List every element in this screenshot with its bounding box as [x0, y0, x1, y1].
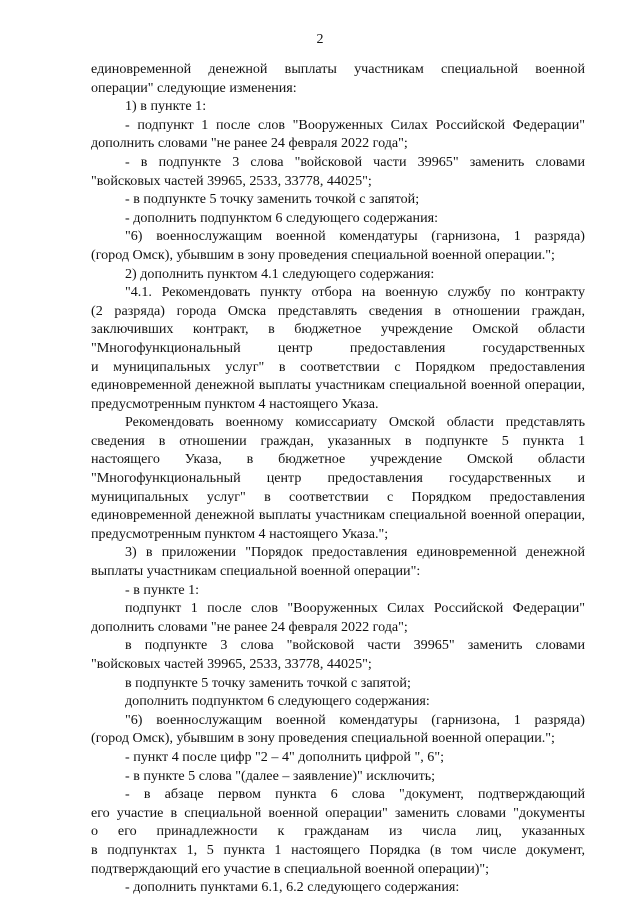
text-line: - подпункт 1 после слов "Вооруженных Силах Российской Федерации" — [125, 116, 585, 133]
page-number: 2 — [316, 32, 324, 47]
text-line: в подпунктах 1, 5 пункта 1 настоящего Порядка (в том числе документ, — [91, 841, 585, 858]
text-line: заключивших контракт, в бюджетное учреждение Омской области — [91, 321, 585, 338]
text-line: его участие в специальной военной операции" заменить словами "документы — [91, 804, 585, 821]
text-line: единовременной денежной выплаты участникам специальной военной — [91, 61, 585, 77]
text-line: (город Омск), убывшим в зону проведения специальной военной операции."; — [91, 246, 555, 263]
text-line: - пункт 4 после цифр "2 – 4" дополнить цифрой ", 6"; — [125, 748, 445, 765]
text-line: в подпункте 5 точку заменить точкой с запятой; — [125, 674, 411, 691]
text-line: дополнить словами "не ранее 24 февраля 2022 года"; — [91, 135, 408, 152]
text-line: "Многофункциональный центр предоставления государственных и — [91, 470, 585, 487]
text-line: (2 разряда) города Омска представлять сведения в отношении граждан, — [91, 302, 585, 319]
text-line: сведения в отношении граждан, указанных в подпункте 5 пункта 1 — [91, 432, 585, 449]
text-line: 2) дополнить пунктом 4.1 следующего содержания: — [125, 265, 435, 282]
text-line: подтверждающий его участие в специальной военной операции)"; — [91, 860, 490, 877]
document-body — [91, 60, 585, 897]
text-line: "4.1. Рекомендовать пункту отбора на военную службу по контракту — [125, 284, 585, 301]
text-line: "войсковых частей 39965, 2533, 33778, 44025"; — [91, 656, 372, 672]
text-line: "6) военнослужащим военной комендатуры (гарнизона, 1 разряда) — [125, 228, 585, 245]
text-line: 1) в пункте 1: — [125, 98, 207, 115]
text-line: дополнить подпунктом 6 следующего содержания: — [125, 693, 430, 710]
text-line: - дополнить пунктами 6.1, 6.2 следующего содержания: — [125, 879, 460, 896]
text-line: единовременной денежной выплаты участникам специальной военной операции, — [91, 507, 585, 524]
text-line: в подпункте 3 слова "войсковой части 39965" заменить словами — [125, 637, 585, 654]
text-line: 3) в приложении "Порядок предоставления единовременной денежной — [125, 544, 585, 561]
text-line: - в подпункте 5 точку заменить точкой с запятой; — [125, 191, 420, 208]
text-line: "Многофункциональный центр предоставления государственных — [91, 339, 585, 356]
text-line: предусмотренным пунктом 4 настоящего Указа."; — [91, 525, 389, 542]
text-line: - в пункте 5 слова "(далее – заявление)" исключить; — [125, 767, 436, 784]
text-line: дополнить словами "не ранее 24 февраля 2022 года"; — [91, 618, 408, 635]
text-line: - дополнить подпунктом 6 следующего содержания: — [125, 209, 439, 226]
text-line: Рекомендовать военному комиссариату Омской области представлять — [125, 414, 585, 431]
text-line: предусмотренным пунктом 4 настоящего Указа. — [91, 395, 379, 412]
text-line: - в подпункте 3 слова "войсковой части 39965" заменить словами — [125, 153, 585, 170]
text-line: настоящего Указа, в бюджетное учреждение Омской области — [91, 451, 585, 468]
text-line: - в абзаце первом пункта 6 слова "документ, подтверждающий — [125, 786, 585, 803]
text-line: подпункт 1 после слов "Вооруженных Силах Российской Федерации" — [125, 600, 585, 617]
text-line: операции" следующие изменения: — [91, 79, 297, 96]
text-line: "6) военнослужащим военной комендатуры (гарнизона, 1 разряда) — [125, 711, 585, 728]
text-line: выплаты участникам специальной военной операции": — [91, 563, 421, 580]
text-line: и муниципальных услуг" в соответствии с Порядком предоставления — [91, 358, 585, 375]
text-line: (город Омск), убывшим в зону проведения специальной военной операции."; — [91, 730, 555, 747]
text-line: о его принадлежности к гражданам из числа лиц, указанных — [91, 823, 585, 840]
text-line: - в пункте 1: — [125, 581, 200, 598]
text-line: единовременной денежной выплаты участникам специальной военной операции, — [91, 377, 585, 394]
text-line: муниципальных услуг" в соответствии с Порядком предоставления — [91, 488, 585, 505]
text-line: "войсковых частей 39965, 2533, 33778, 44025"; — [91, 172, 372, 189]
